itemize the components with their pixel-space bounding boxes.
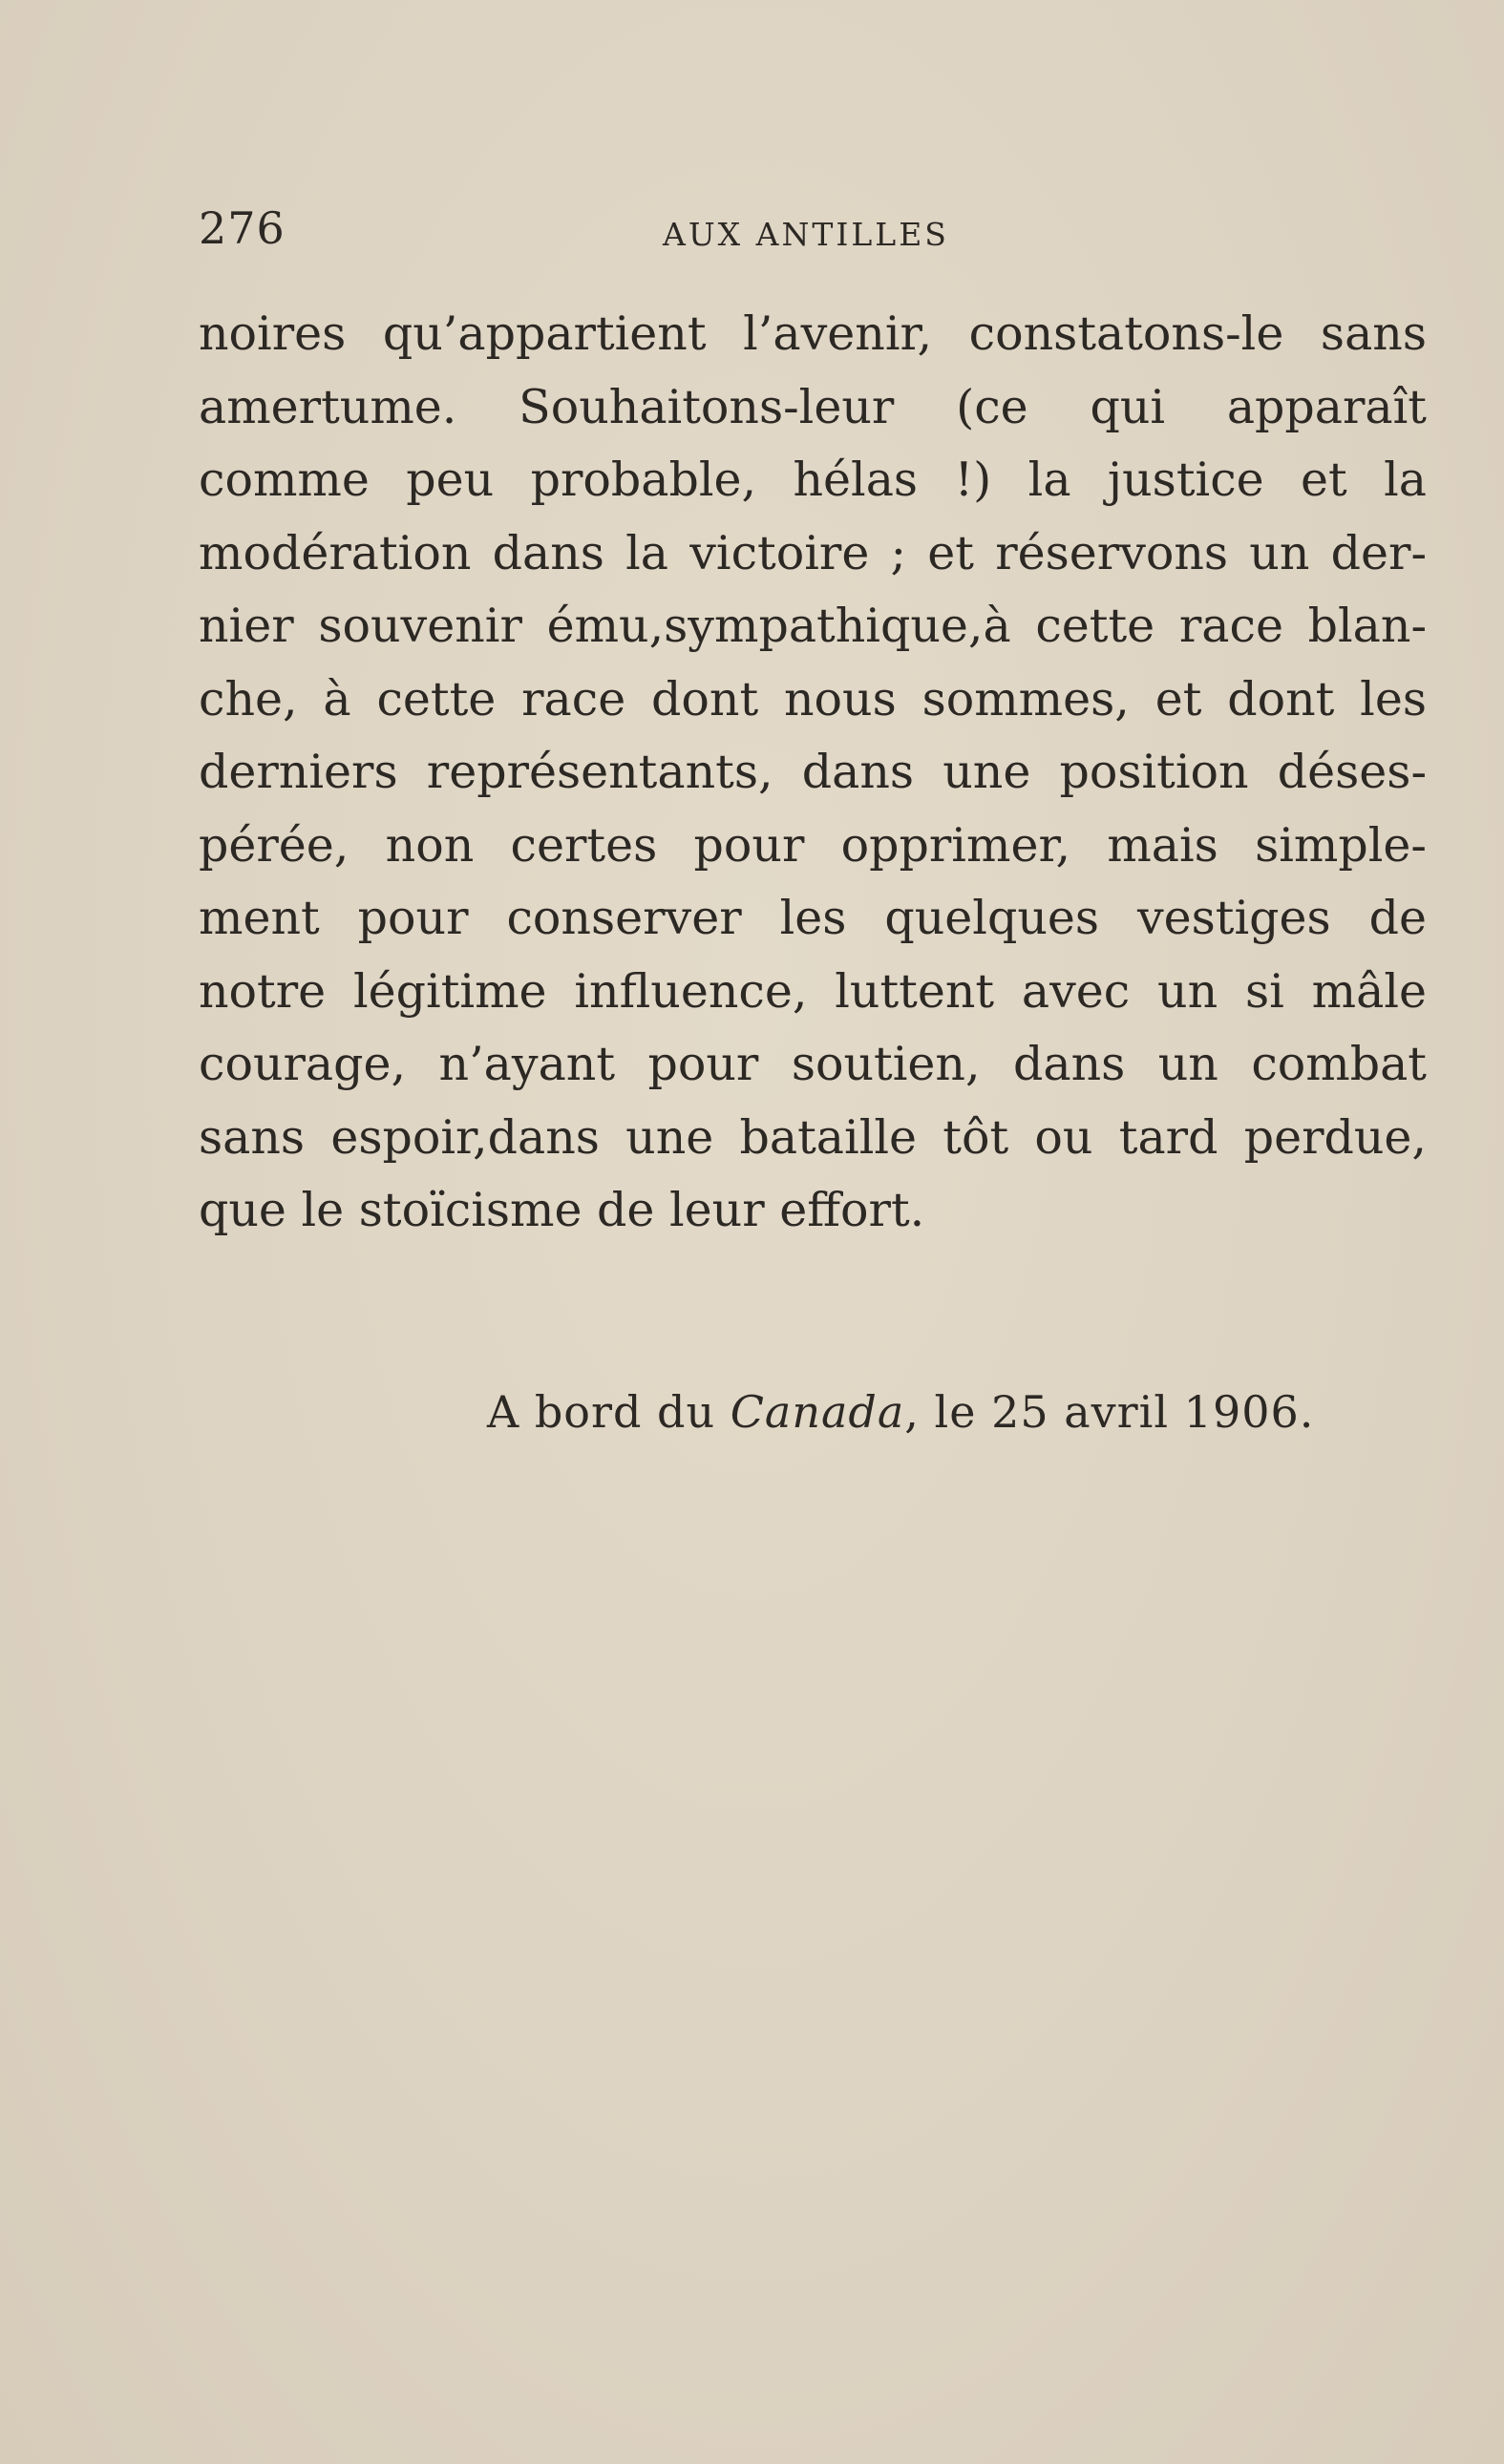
page-number: 276 bbox=[199, 202, 286, 254]
text-line: che, à cette race dont nous sommes, et dont les bbox=[199, 671, 1427, 727]
signoff-dateline bbox=[487, 1386, 1314, 1438]
ship-name: Canada bbox=[730, 1386, 905, 1438]
text-line: sans espoir,dans une bataille tôt ou tard perdue, bbox=[199, 1109, 1427, 1165]
text-line: nier souvenir ému,sympathique,à cette race blan- bbox=[199, 599, 1427, 653]
text-line: derniers représentants, dans une position déses- bbox=[199, 745, 1427, 799]
text-line: que le stoïcisme de leur effort. bbox=[199, 1183, 925, 1237]
text-line: amertume. Souhaitons-leur (ce qui apparaît bbox=[199, 379, 1427, 434]
text-line: courage, n’ayant pour soutien, dans un combat bbox=[199, 1037, 1427, 1091]
running-head bbox=[199, 202, 1427, 260]
text-line: ment pour conserver les quelques vestiges de bbox=[199, 891, 1427, 945]
text-line: notre légitime influence, luttent avec un si mâle bbox=[199, 963, 1427, 1019]
body-paragraph bbox=[199, 298, 1427, 1248]
text-line: pérée, non certes pour opprimer, mais simple- bbox=[199, 817, 1427, 873]
text-line: noires qu’appartient l’avenir, constatons-le sans bbox=[199, 306, 1427, 361]
signoff-date: , le 25 avril 1906. bbox=[904, 1386, 1315, 1438]
text-line: comme peu probable, hélas !) la justice et la bbox=[199, 453, 1427, 507]
signoff-prefix: A bord du bbox=[487, 1386, 731, 1438]
text-line: modération dans la victoire ; et réservons un der- bbox=[199, 525, 1427, 580]
running-title: AUX ANTILLES bbox=[663, 216, 949, 253]
